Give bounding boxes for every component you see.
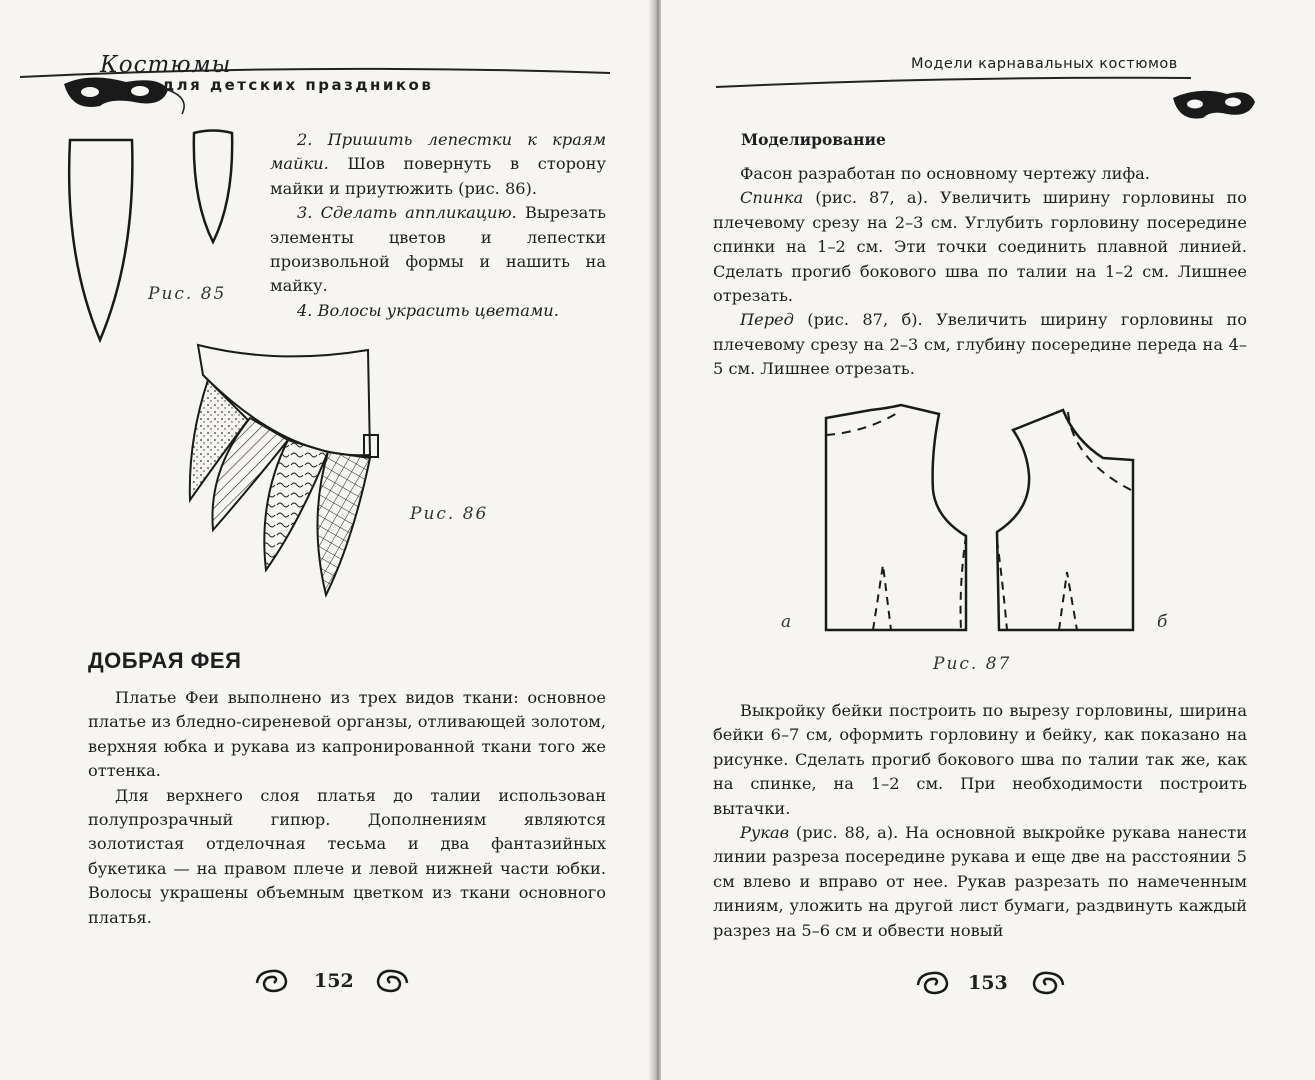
modeling-text bbox=[713, 162, 1247, 382]
mask-icon bbox=[1161, 72, 1261, 132]
section-title: ДОБРАЯ ФЕЯ bbox=[88, 648, 242, 673]
figure-86-caption: Рис. 86 bbox=[410, 504, 489, 524]
binding-paragraph: Выкройку бейки построить по вырезу горловины, ширина бейки 6–7 см, оформить горловину и бейку, как показано на рисунке. Сделать прогиб бокового шва по талии так же, как на спинке, на 1–2 см. При необходимости построить вытачки. bbox=[713, 701, 1247, 818]
binding-text bbox=[713, 699, 1247, 943]
figure-85-petal-large bbox=[60, 135, 140, 355]
figure-86-skirt-petals bbox=[178, 340, 398, 610]
right-page bbox=[661, 0, 1315, 1080]
paragraph: Для верхнего слоя платья до талии использован полупрозрачный гипюр. Дополнениям являются золотистая отделочная тесьма и два фантазийных букетика — на правом плече и левой нижней части юбки. Волосы украшены объемным цветком из ткани основного платья. bbox=[88, 785, 606, 927]
series-subtitle: для детских праздников bbox=[162, 76, 434, 94]
figure-87-bodice-back bbox=[821, 400, 981, 640]
step-2: 2. Пришить лепестки к краям майки. Шов повернуть в сторону майки и приутюжить (рис. 86). bbox=[270, 130, 606, 198]
section-body bbox=[88, 686, 606, 930]
figure-87-label-a: а bbox=[781, 612, 794, 632]
series-title: Костюмы bbox=[100, 52, 232, 78]
spiral-ornament-icon bbox=[368, 968, 412, 998]
sleeve-paragraph: Рукав (рис. 88, а). На основной выкройке рукава нанести линии разреза посередине рукава и еще две на расстоянии 5 см влево и вправо от нее. Рукав разрезать по намеченным линиям, уложить на другой лист бумаги, раздвинуть каждый разрез на 5–6 см и обвести новый bbox=[713, 823, 1247, 940]
steps-block bbox=[270, 128, 606, 323]
spiral-ornament-icon bbox=[252, 968, 296, 998]
back-paragraph: Спинка (рис. 87, а). Увеличить ширину горловины по плечевому срезу на 2–3 см. Углубить горловину посередине спинки на 1–2 см. Эти точки соединить плавной линией. Сделать прогиб бокового шва по талии на 1–2 см. Лишнее отрезать. bbox=[713, 188, 1247, 306]
front-paragraph: Перед (рис. 87, б). Увеличить ширину горловины по плечевому срезу на 2–3 см, глубину посередине переда на 4–5 см. Лишнее отрезать. bbox=[713, 310, 1247, 379]
step-4: 4. Волосы украсить цветами. bbox=[297, 300, 559, 320]
left-page bbox=[0, 0, 655, 1080]
spiral-ornament-icon bbox=[913, 970, 957, 1000]
figure-85-petal-small bbox=[188, 130, 238, 250]
figure-85-caption: Рис. 85 bbox=[148, 284, 227, 304]
paragraph: Платье Феи выполнено из трех видов ткани: основное платье из бледно-сиреневой органзы, отливающей золотом, верхняя юбка и рукава из капронированной ткани того же оттенка. bbox=[88, 688, 606, 781]
figure-87-caption: Рис. 87 bbox=[933, 654, 1012, 674]
figure-87-label-b: б bbox=[1157, 612, 1170, 632]
spiral-ornament-icon bbox=[1024, 970, 1068, 1000]
chapter-title: Модели карнавальных костюмов bbox=[911, 56, 1178, 72]
subheading: Моделирование bbox=[741, 130, 886, 149]
figure-87-bodice-front bbox=[993, 400, 1153, 640]
page-number: 153 bbox=[968, 972, 1008, 994]
page-number: 152 bbox=[314, 970, 354, 992]
intro-paragraph: Фасон разработан по основному чертежу лифа. bbox=[740, 164, 1150, 183]
step-3: 3. Сделать аппликацию. Вырезать элементы цветов и лепестки произвольной формы и нашить на майку. bbox=[270, 203, 607, 296]
